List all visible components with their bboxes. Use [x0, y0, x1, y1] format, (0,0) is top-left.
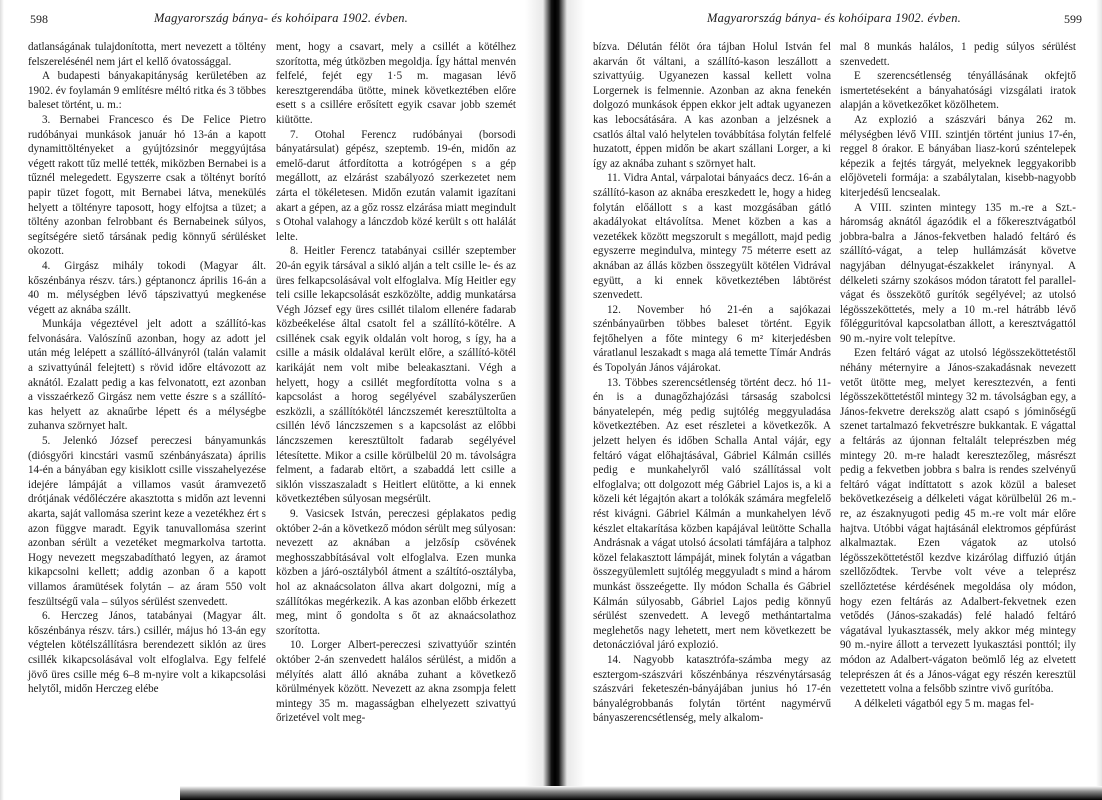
paragraph: 3. Bernabei Francesco és De Felice Pietro rudóbányai munkások január hó 13-án a kapott dynamittöltényeket a gyújtózsinór meggyújtása végett rakott tűz mellé tették, miközben Bernabei is a tűznél melegedett. Egyszerre csak a töltényt borító papir tüzet fogott, mit Bernabei látva, menekülés helyett a töltényre taposott, hogy elfojtsa a tüzet; a töltény azonban felrobbant és Bernabeinek súlyos, segítségére siető társának pedig könnyű sérülésket okozott.	[28, 113, 266, 258]
text-column	[276, 40, 516, 726]
paragraph: A VIII. szinten mintegy 135 m.-re a Szt.-háromság aknától ágazódik el a főkeresztvágatból jobbra-balra a János-fekvetben haladó feltáró és szállító-vágat, a telep hullámzását követve nagyjában délnyugat-északkelet iránynyal. A délkeleti szárny szokásos módon táratott fel parallel-vágat és összekötő gurítók segélyével; az utolsó légösszeköttetés, mely a 10 m.-rel hátrább lévő főlégguritóval kapcsolatban állott, a keresztvágattól 90 m.-nyire volt telepítve.	[840, 201, 1076, 345]
page-bottom-shadow	[180, 786, 1102, 800]
text-column	[593, 40, 831, 726]
paragraph: E szerencsétlenség tényállásának okfejtő ismertetéseként a bányahatósági vizsgálati iratok alapján a következőket közölhetem.	[840, 70, 1076, 112]
paragraph: 9. Vasicsek István, pereczesi géplakatos pedig október 2-án a következő módon sérült meg súlyosan: nevezett az aknában a jelzősíp csövének meghosszabbításával volt elfoglalva. Ezen munka közben a járó-osztályból átment a száltító-osztályba, hol az aknaácsolaton állva akart dolgozni, míg a szállítókas megérkezik. A kas azonban előbb érkezett meg, mint ő gondolta s őt az aknaácsolathoz szorította.	[276, 508, 516, 637]
paragraph: 5. Jelenkó József pereczesi bányamunkás (diósgyőri kincstári vasmű szénbányászata) április 14-én a bányában egy kisiklott csille visszahelyezése idejére lámpáját a villamos vasút áramvezető drótjának védőléczére akasztotta s midőn azt levenni akarta, saját vallomása szerint keze a vezetékhez ért s azon függve maradt. Egyik tanuvallomása szerint azonban sérült a vezetéket megmarkolva tartotta. Hogy nevezett megszabadítható legyen, az áramot kikapcsolni kellett; addig azonban ő a kapott villamos áramütések folytán – az áram 550 volt feszültségű vala – súlyos sérülést szenvedett.	[28, 435, 266, 608]
page-edge	[0, 0, 4, 800]
page-edge	[1096, 0, 1102, 800]
paragraph: 4. Girgász mihály tokodi (Magyar ált. kőszénbánya részv. társ.) géptanoncz április 16-án a 40 m. mélységben lévő tápszivattyú megkenése végett az aknába szállt.	[28, 259, 266, 316]
running-head: Magyarország bánya- és kohóipara 1902. évben.	[154, 11, 408, 25]
left-page	[0, 0, 548, 800]
paragraph: Az explozió a szászvári bánya 262 m. mélységben lévő VIII. szintjén történt junius 17-én, reggel 8 órakor. E bányában liasz-korú széntelepek képezik a fejtés tárgyát, melyeknek leggyakoribb előjöveteli formája: a szabálytalan, kisebb-nagyobb kiterjedésű lencsealak.	[840, 113, 1076, 199]
paragraph: Munkája végeztével jelt adott a szállító-kas felvonására. Valószínű azonban, hogy az adott jel után még lelépett a szállító-állványról (talán valamit a szivattyúnál felejtett) s rövid időre eltávozott az aknától. Ezalatt pedig a kas felvonatott, ezt azonban a visszaérkező Girgász nem vette észre s a szállító-kas helyett az aknaűrbe lépett és a mélységbe zuhanva szörnyet halt.	[28, 318, 266, 433]
paragraph: bízva. Délután félöt óra tájban Holul István fel akarván őt váltani, a szállító-kason leszállott a szivattyúig. Ugyanezen kassal kellett volna Lorgernek is felmennie. Azonban az akna fenekén dolgozó munkások éppen ekkor jelt adtak ugyanezen kas lebocsátására. A kas azonban a jelzésnek a csatlós által való helytelen továbbítása folytán felfelé huzatott, éppen midőn be akart szállani Lorger, a ki így az aknába zuhant s szörnyet halt.	[593, 41, 831, 170]
paragraph: 7. Otohal Ferencz rudóbányai (borsodi bányatársulat) gépész, szeptemb. 19-én, midőn az emelő-darut átfordította a kotrógépen s a gép megállott, az elzárást szabályozó szerkezetet nem zárta el tökéletesen. Midőn ezután valamit igazítani akart a gépen, az a gőz rossz elzárása miatt megindult s Otohal valahogy a lánczdob közé került s ott halálát lelte.	[276, 128, 516, 243]
paragraph: datlanságának tulajdonította, mert nevezett a töltény felszerelésénél nem járt el kellő óvatossággal.	[28, 41, 266, 68]
paragraph: 10. Lorger Albert-pereczesi szivattyúőr szintén október 2-án szenvedett halálos sérülést, a midőn a mélyítés alatt álló aknába zuhant a következő körülmények között. Nevezett az akna zsompja felett mintegy 35 m. magasságban elhelyezett szivattyú őrizetével volt meg-	[276, 639, 516, 725]
right-page	[556, 0, 1102, 800]
text-column	[28, 40, 266, 697]
paragraph: A budapesti bányakapitányság kerületében az 1902. év foylamán 9 említésre méltó ritka és 3 többes baleset történt, u. m.:	[28, 70, 266, 112]
page-number: 598	[30, 12, 48, 26]
book-spine-gutter	[525, 0, 585, 800]
paragraph: 8. Heitler Ferencz tatabányai csillér szeptember 20-án egyik társával a sikló alján a telt csille le- és az üres felkapcsolásával volt elfoglalva. Míg Heitler egy teli csille lekapcsolását eszközölte, addig munkatársa Végh József egy üres csillét tilalom ellenére fadarab közbeékelése által csatolt fel a szállító-kötélre. A csillének csak egyik oldalán volt horog, s így, ha a csille a másik oldalával került előre, a szállító-kötél karikáját nem volt mibe beleakasztani. Végh a helyett, hogy a csillét megfordította volna s a kapcsolást a horog segélyével szabályszerűen eszközli, a szállítókötél lánczszemét keresztültolta a csillén lévő lánczszemen s a kapcsolást az előbbi lánczszemen keresztültolt fadarab segélyével létesítette. Mikor a csille körülbelül 20 m. távolságra felment, a fadarab eltört, a szabaddá lett csille a siklón visszaszaladt s Heitlert elütötte, a ki ennek következtében súlyosan megsérült.	[276, 245, 516, 506]
paragraph: ment, hogy a csavart, mely a csillét a kötélhez szorította, még útközben megoldja. Így háttal menvén felfelé, fejét egy 1·5 m. magasan lévő keresztgerendába ütötte, minek következtében előre esett s a csillére erősített egyik csavar jobb szemét kiütötte.	[276, 41, 516, 126]
paragraph: A délkeleti vágatból egy 5 m. magas fel-	[854, 697, 1034, 710]
paragraph: Ezen feltáró vágat az utolsó légösszeköttetéstől néhány méternyire a János-szakadásnak nevezett vetőt ütötte meg, melyet keresztezvén, a fenti légösszeköttetéstől mintegy 32 m. távolságban egy, a János-fekvetre derekszög alatt csapó s jóminőségű szenet tartalmazó fekvetrészre bukkantak. E vágattal a feltárás az újonnan feltalált teleprészben még mintegy 20. m-re haladt keresztezőleg, másrészt pedig a fekvetben jobbra s balra is rendes szelvényű feltáró vágat indíttatott s azok közül a baleset bekövetkezéseig a délkeleti vágat körülbelül 26 m.-re, az északnyugoti pedig 45 m.-re volt már előre hajtva. Utóbbi vágat hajtásánál elektromos gépfúrást alkalmaztak. Ezen vágatok az utolsó légösszeköttetéstől kezdve kizárólag diffuzió útján szellőződtek. Tervbe volt véve a teleprész szellőztetése kérdésének megoldása oly módon, hogy ezen feltárás az Adalbert-fekvetnek ezen vetődés (János-szakadás) felé haladó feltáró vágatával lyukasztassék, mely akkor még mintegy 90 m.-nyire állott a tervezett lyukasztási ponttól; ily módon az Adalbert-vágaton beömlő lég az elvetett teleprészen át és a János-vágat egy részén keresztül vezettetett volna a felsőbb szintre vivő gurítóba.	[840, 347, 1076, 696]
paragraph: 14. Nagyobb katasztrófa-számba megy az esztergom-szászvári kőszénbánya részvénytársaság szászvári feketeszén-bányájában junius hó 17-én bányalégrobbanás folytán történt nagymérvű bányaszerencsétlenség, mely alkalom-	[593, 653, 831, 725]
paragraph: 13. Többes szerencsétlenség történt decz. hó 11-én is a dunagőzhajózási társaság szabolcsi bányatelepén, még pedig sujtólég meggyuladása következtében. Az eset részletei a következők. A jelzett helyen és időben Schalla Antal vájár, egy feltáró vágat előhajtásával, Gábriel Kálmán csillés pedig e munkahelyről való szállítással volt elfoglalva; ott dolgozott még Gábriel Lajos is, a ki a közeli két légajtón akart a tolókák számára megfelelő rést kivágni. Gábriel Kálmán a munkahelyen lévő készlet eltakarítása közben kapájával leütötte Schalla Andrásnak a vágat utolsó ácsolati támfájára a talphoz közel felakasztott lámpáját, minek folytán a vágatban összegyülemlett sujtólég meggyuladt s mind a három munkást összeégette. Ily módon Schalla és Gábriel Kálmán súlyosabb, Gábriel Lajos pedig könnyű sérülést szenvedett. A levegő methántartalma meglehetős nagy lehetett, mert nem következett be detonáczióval járó explozió.	[593, 376, 831, 652]
paragraph: 11. Vidra Antal, várpalotai bányaács decz. 16-án a szállító-kason az aknába ereszkedett le, hogy a hideg folytán előállott s a kast mozgásában gátló akadályokat eltávolítsa. Menet közben a kas a vezetékek között megszorult s megállott, majd pedig egyszerre megindulva, mintegy 75 méterre esett az aknában az állás közben összegyült kötélen Vidrával együtt, a ki ennek következtében lábtörést szenvedett.	[593, 172, 831, 302]
running-head: Magyarország bánya- és kohóipara 1902. évben.	[707, 11, 961, 25]
text-column	[840, 40, 1076, 711]
paragraph: mal 8 munkás halálos, 1 pedig súlyos sérülést szenvedett.	[840, 41, 1076, 68]
page-number: 599	[1064, 12, 1082, 26]
paragraph: 6. Herczeg János, tatabányai (Magyar ált. kőszénbánya részv. társ.) csillér, május hó 13-án egy végtelen kötélszállításra berendezett siklón az üres csillék kikapcsolásával volt elfoglalva. Egy felfelé jövő üres csille még 6–8 m-nyire volt a kikapcsolási helytől, midőn Herczeg elébe	[28, 610, 266, 696]
paragraph: 12. November hó 21-én a sajókazai szénbányaürben többes baleset történt. Egyik fejtőhelyen a főte mintegy 6 m² kiterjedésben váratlanul leszakadt s maga alá temette Tímár András és Topolyán János vájárokat.	[593, 303, 831, 375]
